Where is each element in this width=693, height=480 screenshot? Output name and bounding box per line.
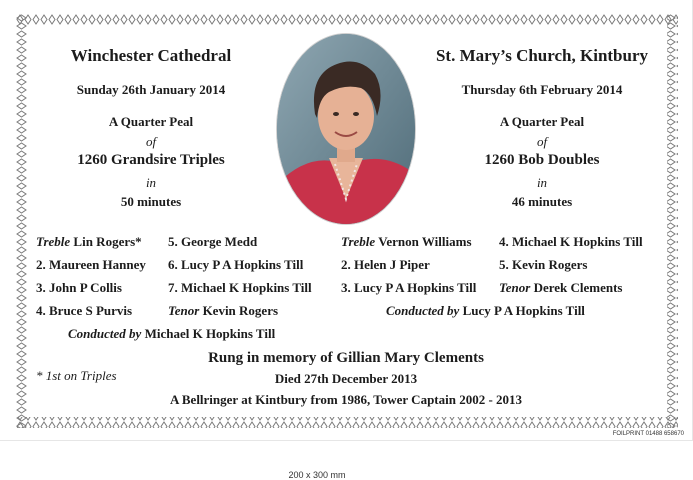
right-ringer-5 xyxy=(499,257,587,273)
ringer-name: Helen J Piper xyxy=(354,257,430,272)
ringer-position: 4. xyxy=(499,234,509,249)
ringer-name: Kevin Rogers xyxy=(512,257,588,272)
ringer-position: Tenor xyxy=(168,303,200,318)
right-in: in xyxy=(536,175,548,190)
memorial-line-1: Rung in memory of Gillian Mary Clements xyxy=(208,350,484,366)
left-ringer-7 xyxy=(168,280,312,296)
conducted-label: Conducted by xyxy=(68,326,142,341)
right-peal: A Quarter Peal xyxy=(499,114,585,129)
ringer-name: Derek Clements xyxy=(533,280,623,295)
ringer-name: Michael K Hopkins Till xyxy=(181,280,312,295)
memorial-line-2: Died 27th December 2013 xyxy=(274,371,418,386)
ringer-position: 6. xyxy=(168,257,178,272)
right-ringer-tenor xyxy=(499,280,623,296)
left-ringer-6 xyxy=(168,257,303,273)
left-ringer-2 xyxy=(36,257,146,273)
ringer-position: Tenor xyxy=(499,280,531,295)
left-of: of xyxy=(145,134,157,149)
right-conductor xyxy=(386,303,585,319)
ringer-position: 2. xyxy=(36,257,46,272)
ringer-name: Lucy P A Hopkins Till xyxy=(181,257,304,272)
right-method: 1260 Bob Doubles xyxy=(484,152,600,168)
ringer-position: Treble xyxy=(341,234,376,249)
ringer-name: George Medd xyxy=(181,234,258,249)
memorial-line-3: A Bellringer at Kintbury from 1986, Tower Captain 2002 - 2013 xyxy=(169,392,523,407)
ringer-position: 5. xyxy=(499,257,509,272)
ringer-name: Vernon Williams xyxy=(378,234,472,249)
ringer-name: Lin Rogers* xyxy=(73,234,142,249)
left-conductor xyxy=(68,326,275,342)
ringer-name: Lucy P A Hopkins Till xyxy=(354,280,477,295)
left-duration: 50 minutes xyxy=(120,194,182,209)
left-date: Sunday 26th January 2014 xyxy=(76,82,226,97)
ringer-position: 3. xyxy=(341,280,351,295)
ringer-name: John P Collis xyxy=(49,280,122,295)
ringer-position: 4. xyxy=(36,303,46,318)
right-of: of xyxy=(536,134,548,149)
portrait-illustration xyxy=(277,34,415,224)
right-date: Thursday 6th February 2014 xyxy=(461,82,623,97)
ringer-position: Treble xyxy=(36,234,71,249)
right-church-heading: St. Mary’s Church, Kintbury xyxy=(435,46,649,65)
ringer-position: 5. xyxy=(168,234,178,249)
left-church-heading: Winchester Cathedral xyxy=(70,46,232,65)
maker-mark: FOILPRINT 01488 658670 xyxy=(612,431,684,437)
ringer-name: Bruce S Purvis xyxy=(49,303,133,318)
right-ringer-treble xyxy=(341,234,472,250)
right-ringer-2 xyxy=(341,257,430,273)
memorial-portrait xyxy=(276,33,416,225)
left-ringer-tenor xyxy=(168,303,278,319)
left-ringer-5 xyxy=(168,234,257,250)
left-peal: A Quarter Peal xyxy=(108,114,194,129)
left-ringer-treble xyxy=(36,234,142,250)
ringer-name: Kevin Rogers xyxy=(202,303,279,318)
ringer-position: 2. xyxy=(341,257,351,272)
left-in: in xyxy=(145,175,157,190)
right-ringer-4 xyxy=(499,234,643,250)
right-ringer-3 xyxy=(341,280,476,296)
footnote: * 1st on Triples xyxy=(36,368,117,383)
conductor-name: Lucy P A Hopkins Till xyxy=(462,303,585,318)
right-duration: 46 minutes xyxy=(511,194,573,209)
ringer-name: Maureen Hanney xyxy=(49,257,146,272)
ringer-name: Michael K Hopkins Till xyxy=(512,234,643,249)
ringer-position: 7. xyxy=(168,280,178,295)
left-method: 1260 Grandsire Triples xyxy=(77,152,225,168)
conducted-label: Conducted by xyxy=(386,303,460,318)
size-caption: 200 x 300 mm xyxy=(288,470,346,480)
ringer-position: 3. xyxy=(36,280,46,295)
left-ringer-3 xyxy=(36,280,122,296)
left-ringer-4 xyxy=(36,303,132,319)
conductor-name: Michael K Hopkins Till xyxy=(144,326,276,341)
